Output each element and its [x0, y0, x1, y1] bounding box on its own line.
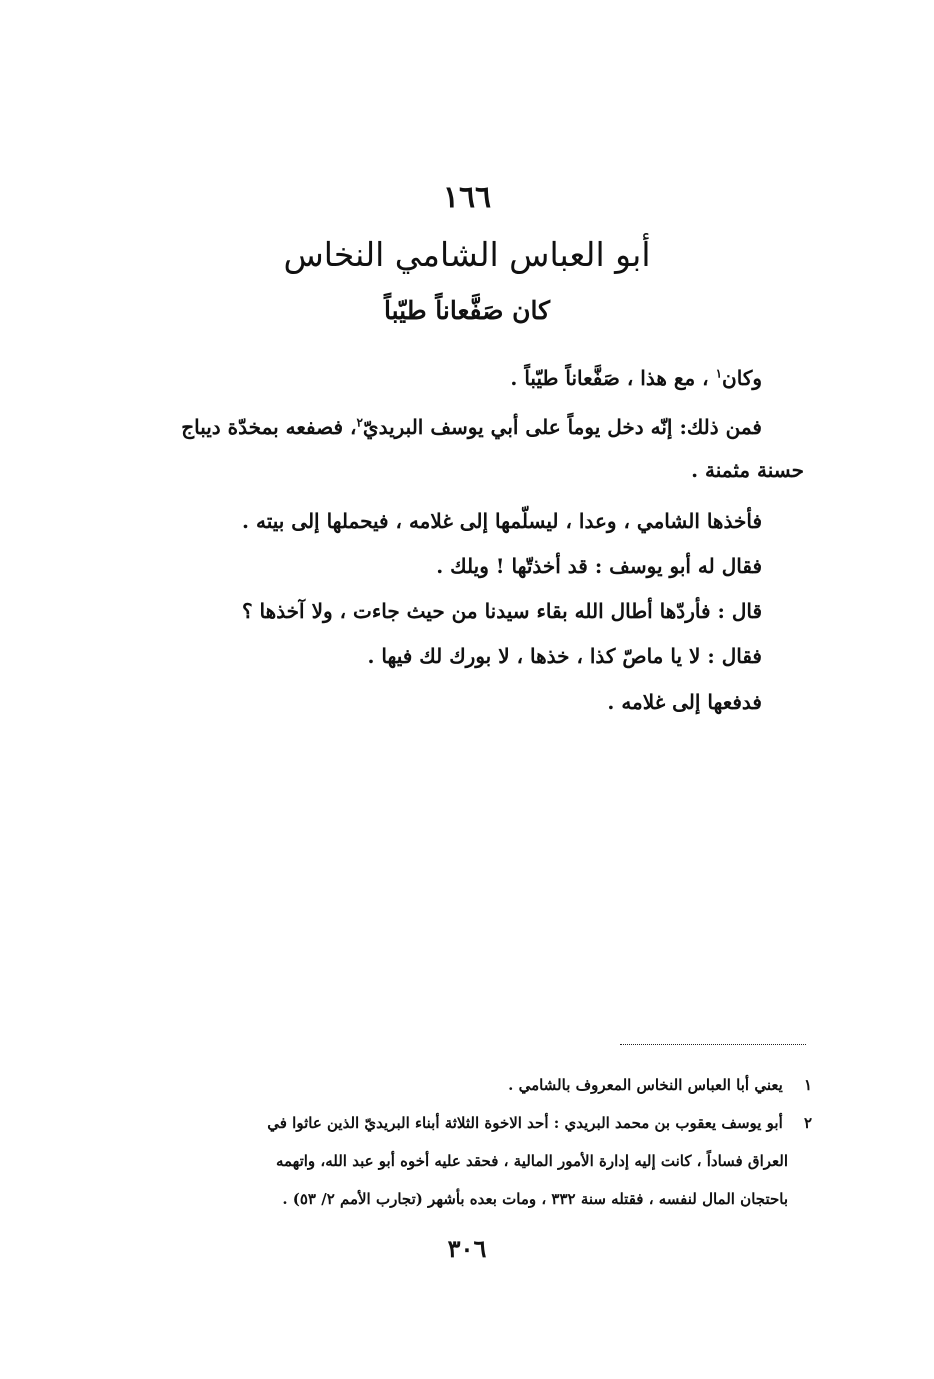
paragraph-2-end: ، فصفعه بمخدّة ديباج	[181, 415, 357, 439]
paragraph-2-continuation: حسنة مثمنة .	[691, 458, 804, 482]
footnote-2-line-2: العراق فساداً ، كانت إليه إدارة الأمور المالية ، فحقد عليه أخوه أبو عبد الله، واتهمه	[275, 1152, 788, 1170]
paragraph-2	[181, 405, 762, 449]
footnote-1	[508, 1070, 812, 1100]
paragraph-7: فدفعها إلى غلامه .	[607, 690, 762, 714]
footnote-1-text: يعني أبا العباس النخاس المعروف بالشامي .	[508, 1076, 783, 1094]
paragraph-4: فقال له أبو يوسف : قد أخذتّها ! ويلك .	[436, 554, 762, 578]
section-number: ١٦٦	[442, 180, 492, 215]
page-number: ٣٠٦	[447, 1234, 487, 1263]
paragraph-1	[510, 356, 762, 400]
paragraph-6: فقال : لا يا ماصّ كذا ، خذها ، لا بورك لك فيها .	[367, 644, 762, 668]
footnote-2-line-1: أبو يوسف يعقوب بن محمد البريدي : أحد الاخوة الثلاثة أبناء البريديّ الذين عاثوا في	[267, 1114, 783, 1132]
page-title: أبو العباس الشامي النخاس	[283, 235, 651, 274]
footnote-2-line-3: باحتجان المال لنفسه ، فقتله سنة ٣٣٢ ، ومات بعده بأشهر (تجارب الأمم ٢/ ٥٣) .	[282, 1190, 788, 1208]
paragraph-3: فأخذها الشامي ، وعدا ، ليسلّمها إلى غلامه ، فيحملها إلى بيته .	[242, 509, 762, 533]
paragraph-1-rest: ، مع هذا ، صَفَّعاناً طيّباً .	[510, 366, 709, 390]
paragraph-1-start: وكان	[722, 366, 762, 390]
footnote-divider	[620, 1044, 806, 1045]
footnote-ref-1: ١	[715, 366, 723, 381]
footnote-ref-2: ٢	[356, 415, 363, 430]
footnote-2	[267, 1108, 812, 1138]
footnote-1-number: ١	[803, 1076, 812, 1094]
paragraph-5: قال : فأردّها أطال الله بقاء سيدنا من حيث جاءت ، ولا آخذها ؟	[241, 599, 762, 623]
footnote-2-number: ٢	[803, 1114, 812, 1132]
subtitle: كان صَفَّعاناً طيّباً	[383, 296, 550, 325]
paragraph-2-start: فمن ذلك: إنّه دخل يوماً على أبي يوسف البريديّ	[362, 415, 762, 439]
